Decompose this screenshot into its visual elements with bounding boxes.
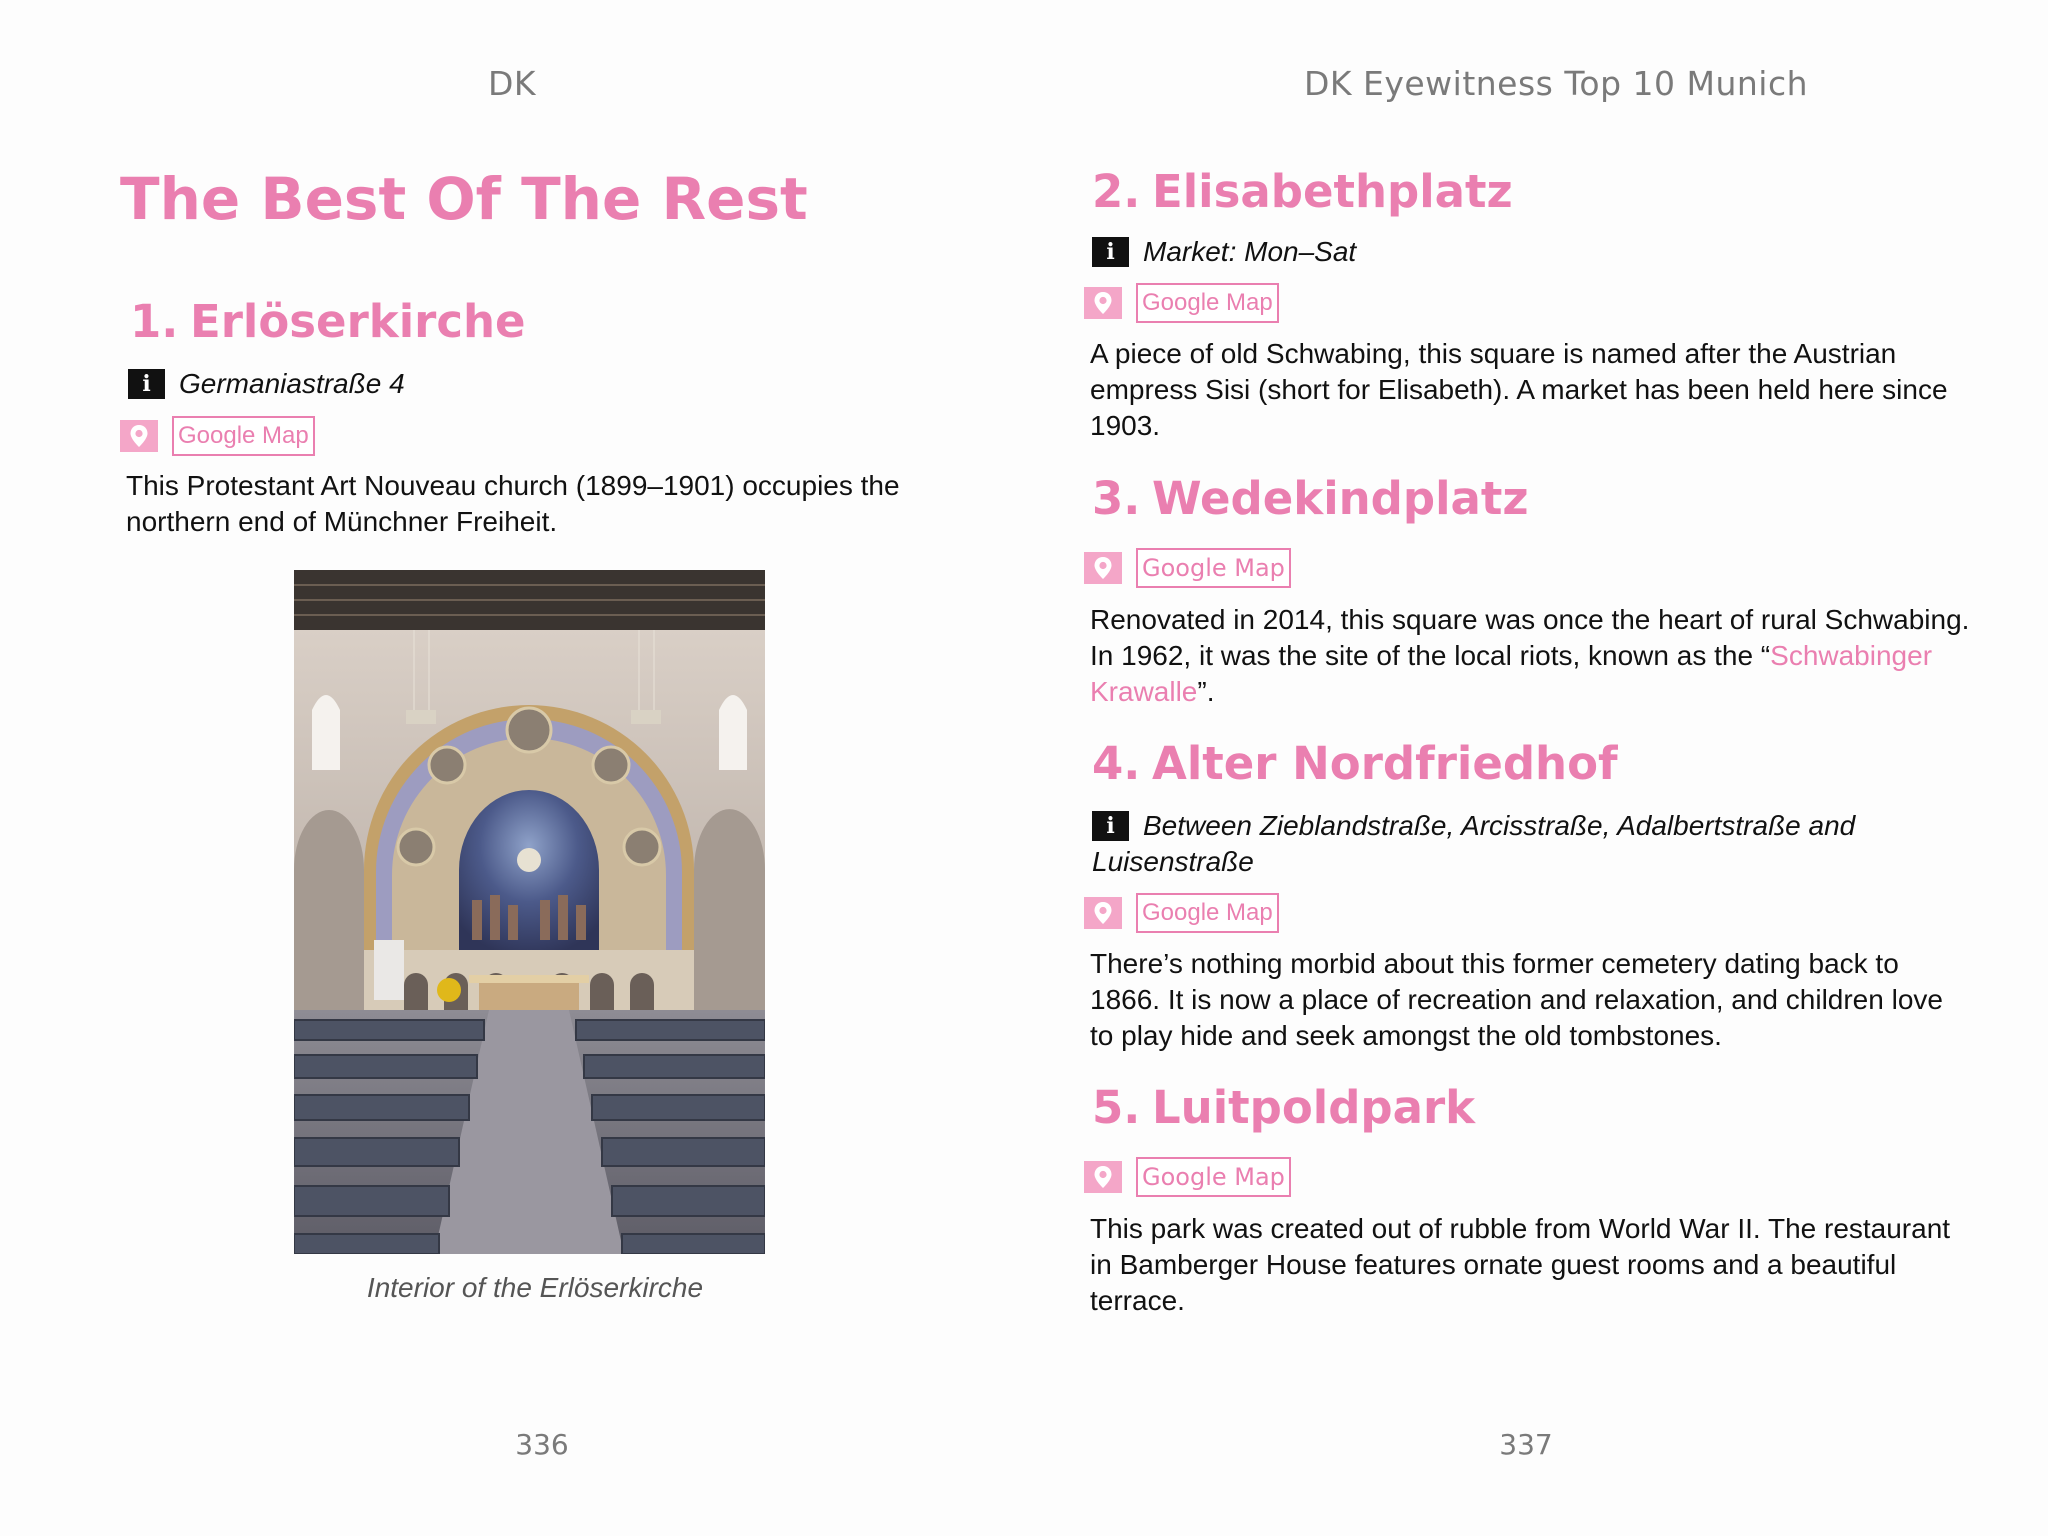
entry-name: Elisabethplatz [1152, 165, 1513, 218]
entry-number: 1. [130, 295, 179, 348]
entry-body-text: Renovated in 2014, this square was once the heart of rural Schwabing. In 1962, it was the site of the local riots, known as the “ [1090, 604, 1970, 671]
right-page [1024, 0, 2048, 1536]
google-map-link[interactable]: Google Map [172, 416, 315, 456]
entry-name: Erlöserkirche [190, 295, 526, 348]
map-pin-icon [1084, 287, 1122, 319]
map-pin-icon [120, 420, 158, 452]
info-line [1092, 808, 1952, 880]
map-line [1084, 1157, 1291, 1197]
entry-name: Alter Nordfriedhof [1152, 737, 1618, 790]
google-map-link[interactable]: Google Map [1136, 893, 1279, 933]
entry-number: 5. [1092, 1081, 1141, 1134]
page-number: 337 [1499, 1428, 1553, 1461]
google-map-link[interactable]: Google Map [1136, 283, 1279, 323]
photo-caption: Interior of the Erlöserkirche [366, 1272, 704, 1303]
entry-number: 3. [1092, 472, 1141, 525]
entry-title-wedekindplatz [1092, 472, 1529, 525]
entry-title-luitpoldpark [1092, 1081, 1475, 1134]
map-pin-icon [1084, 897, 1122, 929]
entry-body: This park was created out of rubble from World War II. The restaurant in Bamberger House features ornate guest rooms and a beautiful terrace. [1090, 1213, 1951, 1316]
entry-body [1090, 602, 1970, 710]
info-icon: i [128, 369, 165, 399]
google-map-link[interactable]: Google Map [1136, 1157, 1291, 1197]
map-line [1084, 893, 1279, 933]
info-text: Between Zieblandstraße, Arcisstraße, Adalbertstraße and Luisenstraße [1092, 810, 1856, 877]
info-line [1092, 234, 1356, 270]
map-pin-icon [1084, 552, 1122, 584]
info-line [128, 366, 405, 402]
schwabinger-krawalle-link[interactable]: Schwabinger Krawalle [1090, 640, 1933, 707]
entry-name: Luitpoldpark [1152, 1081, 1476, 1134]
info-text: Germaniastraße 4 [179, 368, 405, 399]
map-line [1084, 548, 1291, 588]
entry-title-erloeserkirche [130, 295, 526, 348]
map-line [1084, 283, 1279, 323]
info-icon: i [1092, 237, 1129, 267]
info-text: Market: Mon–Sat [1143, 236, 1357, 267]
running-head: DK Eyewitness Top 10 Munich [1303, 64, 1809, 103]
entry-title-alter-nordfriedhof [1092, 737, 1618, 790]
entry-body: A piece of old Schwabing, this square is named after the Austrian empress Sisi (short for Elisabeth). A market has been held here since 1903. [1090, 338, 1948, 441]
running-head: DK [487, 64, 537, 103]
entry-title-elisabethplatz [1092, 165, 1513, 218]
entry-body: This Protestant Art Nouveau church (1899–1901) occupies the northern end of Münchner Freiheit. [126, 470, 900, 537]
entry-body: There’s nothing morbid about this former cemetery dating back to 1866. It is now a place of recreation and relaxation, and children love to play hide and seek amongst the old tombstones. [1090, 948, 1943, 1051]
entry-name: Wedekindplatz [1152, 472, 1529, 525]
chapter-title: The Best Of The Rest [120, 165, 808, 233]
info-icon: i [1092, 811, 1129, 841]
church-interior-photo [294, 570, 765, 1254]
page-number: 336 [515, 1428, 569, 1461]
entry-body-end: ”. [1197, 676, 1215, 707]
entry-number: 2. [1092, 165, 1141, 218]
map-pin-icon [1084, 1161, 1122, 1193]
entry-number: 4. [1092, 737, 1141, 790]
map-line [120, 416, 315, 456]
google-map-link[interactable]: Google Map [1136, 548, 1291, 588]
